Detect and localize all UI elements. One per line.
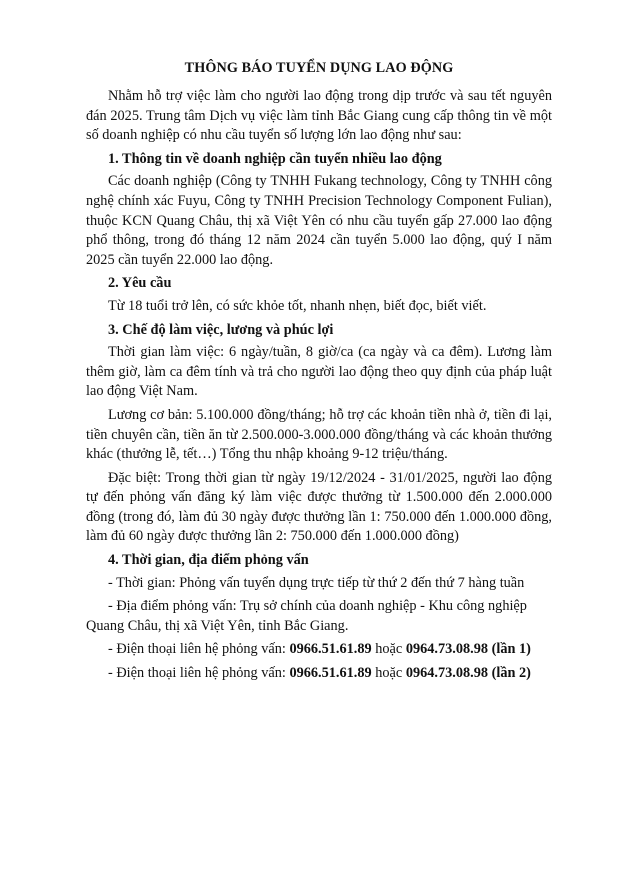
phone-number-primary: 0966.51.61.89 <box>289 641 372 658</box>
phone-round-label: (lần 1) <box>488 641 531 658</box>
phone-label: - Điện thoại liên hệ phỏng vấn: <box>108 641 290 658</box>
section-1-heading: 1. Thông tin về doanh nghiệp cần tuyển nhiều lao động <box>108 150 442 167</box>
section-3-heading: 3. Chế độ làm việc, lương và phúc lợi <box>108 321 334 338</box>
phone-number-secondary: 0964.73.08.98 <box>405 665 489 682</box>
working-hours-paragraph: Thời gian làm việc: 6 ngày/tuần, 8 giờ/ca (ca ngày và ca đêm). Lương làm thêm giờ, làm ca đêm tính và trả cho người lao động theo quy định của pháp luật lao động Việt Nam. <box>86 344 552 400</box>
document-title: THÔNG BÁO TUYỂN DỤNG LAO ĐỘNG <box>184 60 454 76</box>
contact-phone-line-2 <box>86 664 552 684</box>
interview-time: - Thời gian: Phỏng vấn tuyển dụng trực tiếp từ thứ 2 đến thứ 7 hàng tuần <box>108 574 525 591</box>
phone-round-label: (lần 2) <box>488 665 531 682</box>
contact-phone-line-1 <box>86 640 552 660</box>
phone-number-primary: 0966.51.61.89 <box>289 665 372 682</box>
section-1-body: Các doanh nghiệp (Công ty TNHH Fukang technology, Công ty TNHH công nghệ chính xác Fuyu, Công ty TNHH Precision Technology Component Fulian), thuộc KCN Quang Châu, thị xã Việt Yên có nhu cầu tuyển gấp 27.000 lao động phổ thông, trong đó tháng 12 năm 2024 cần tuyển 5.000 lao động, quý I năm 2025 cần tuyển 22.000 lao động. <box>86 173 552 268</box>
section-4-heading: 4. Thời gian, địa điểm phỏng vấn <box>108 552 309 569</box>
phone-connector: hoặc <box>371 665 406 682</box>
section-2-heading: 2. Yêu cầu <box>108 275 172 292</box>
salary-paragraph: Lương cơ bản: 5.100.000 đồng/tháng; hỗ trợ các khoản tiền nhà ở, tiền đi lại, tiền chuyên cần, tiền ăn từ 2.500.000-3.000.000 đồng/tháng và các khoản thưởng khác (thưởng lễ, tết…) Tổng thu nhập khoảng 9-12 triệu/tháng. <box>86 406 552 463</box>
intro-paragraph: Nhằm hỗ trợ việc làm cho người lao động trong dịp trước và sau tết nguyên đán 2025. Trung tâm Dịch vụ việc làm tỉnh Bắc Giang cung cấp thông tin về một số doanh nghiệp có nhu cầu tuyển số lượng lớn lao động như sau: <box>86 88 552 144</box>
section-2-body: Từ 18 tuổi trở lên, có sức khỏe tốt, nhanh nhẹn, biết đọc, biết viết. <box>108 297 487 314</box>
bonus-paragraph: Đặc biệt: Trong thời gian từ ngày 19/12/2024 - 31/01/2025, người lao động tự đến phỏng vấn đăng ký làm việc được thưởng từ 1.500.000 đến 2.000.000 đồng (trong đó, làm đủ 30 ngày được thưởng lần 1: 750.000 đến 1.000.000 đồng, làm đủ 60 ngày được thưởng lần 2: 750.000 đến 1.000.000 đồng) <box>86 469 552 545</box>
interview-location: - Địa điểm phỏng vấn: Trụ sở chính của doanh nghiệp - Khu công nghiệp Quang Châu, thị xã Việt Yên, tỉnh Bắc Giang. <box>86 598 527 634</box>
phone-number-secondary: 0964.73.08.98 <box>405 641 489 658</box>
document-page <box>86 58 552 688</box>
phone-connector: hoặc <box>371 641 406 658</box>
phone-label: - Điện thoại liên hệ phỏng vấn: <box>108 665 290 682</box>
